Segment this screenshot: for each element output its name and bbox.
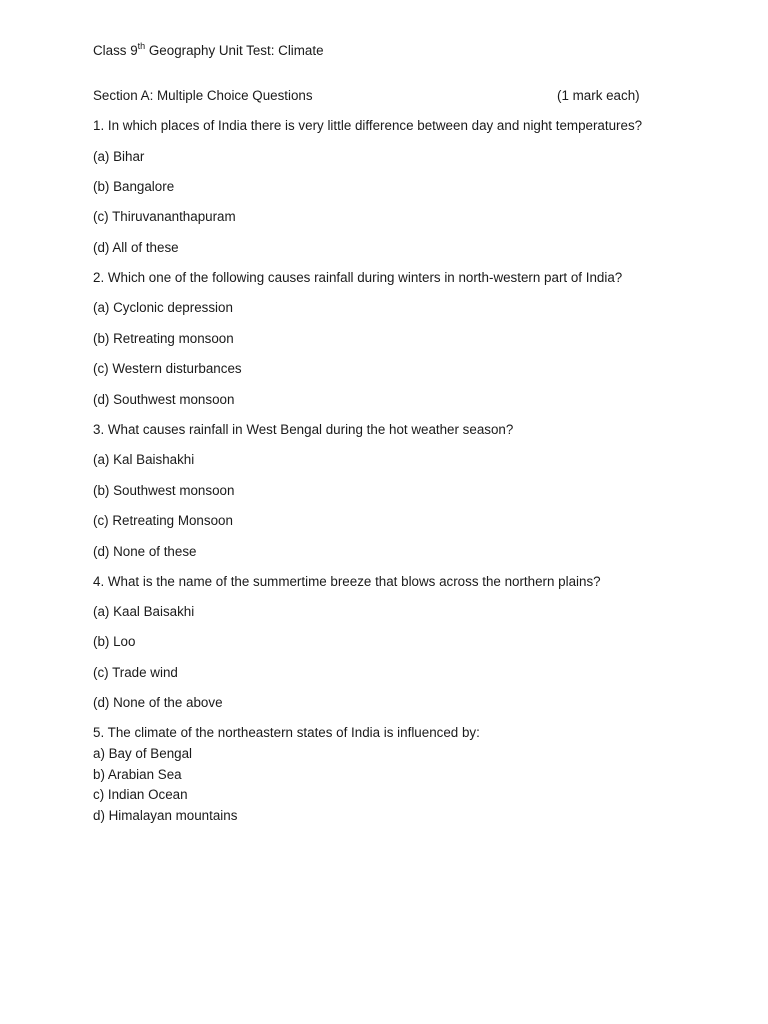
question-3-option-b: (b) Southwest monsoon	[93, 483, 235, 498]
question-5-option-b: b) Arabian Sea	[93, 767, 182, 782]
question-2-option-d: (d) Southwest monsoon	[93, 392, 235, 407]
question-4-option-c: (c) Trade wind	[93, 665, 178, 680]
question-1-option-c: (c) Thiruvananthapuram	[93, 209, 236, 224]
question-1: 1. In which places of India there is very little difference between day and night temperatures?	[93, 118, 643, 133]
question-4: 4. What is the name of the summertime breeze that blows across the northern plains?	[93, 574, 601, 589]
question-1-option-b: (b) Bangalore	[93, 179, 175, 194]
title-superscript: th	[137, 40, 146, 51]
title-suffix: Geography Unit Test: Climate	[145, 43, 324, 58]
question-1-option-d: (d) All of these	[93, 240, 179, 255]
question-3: 3. What causes rainfall in West Bengal during the hot weather season?	[93, 422, 514, 437]
question-5: 5. The climate of the northeastern states of India is influenced by:	[93, 725, 480, 740]
question-5-option-d: d) Himalayan mountains	[93, 808, 238, 823]
question-1-option-a: (a) Bihar	[93, 149, 145, 164]
question-2-option-a: (a) Cyclonic depression	[93, 300, 233, 315]
question-5-option-a: a) Bay of Bengal	[93, 746, 193, 761]
question-5-option-c: c) Indian Ocean	[93, 787, 188, 802]
question-2-option-b: (b) Retreating monsoon	[93, 331, 234, 346]
section-marks: (1 mark each)	[557, 88, 640, 103]
question-3-option-c: (c) Retreating Monsoon	[93, 513, 233, 528]
question-3-option-a: (a) Kal Baishakhi	[93, 452, 195, 467]
title-prefix: Class 9	[93, 43, 138, 58]
question-3-option-d: (d) None of these	[93, 544, 197, 559]
section-title: Section A: Multiple Choice Questions	[93, 88, 313, 103]
document-title	[93, 40, 324, 59]
question-2: 2. Which one of the following causes rainfall during winters in north-western part of India?	[93, 270, 623, 285]
question-2-option-c: (c) Western disturbances	[93, 361, 242, 376]
question-4-option-a: (a) Kaal Baisakhi	[93, 604, 195, 619]
question-4-option-b: (b) Loo	[93, 634, 136, 649]
question-4-option-d: (d) None of the above	[93, 695, 223, 710]
